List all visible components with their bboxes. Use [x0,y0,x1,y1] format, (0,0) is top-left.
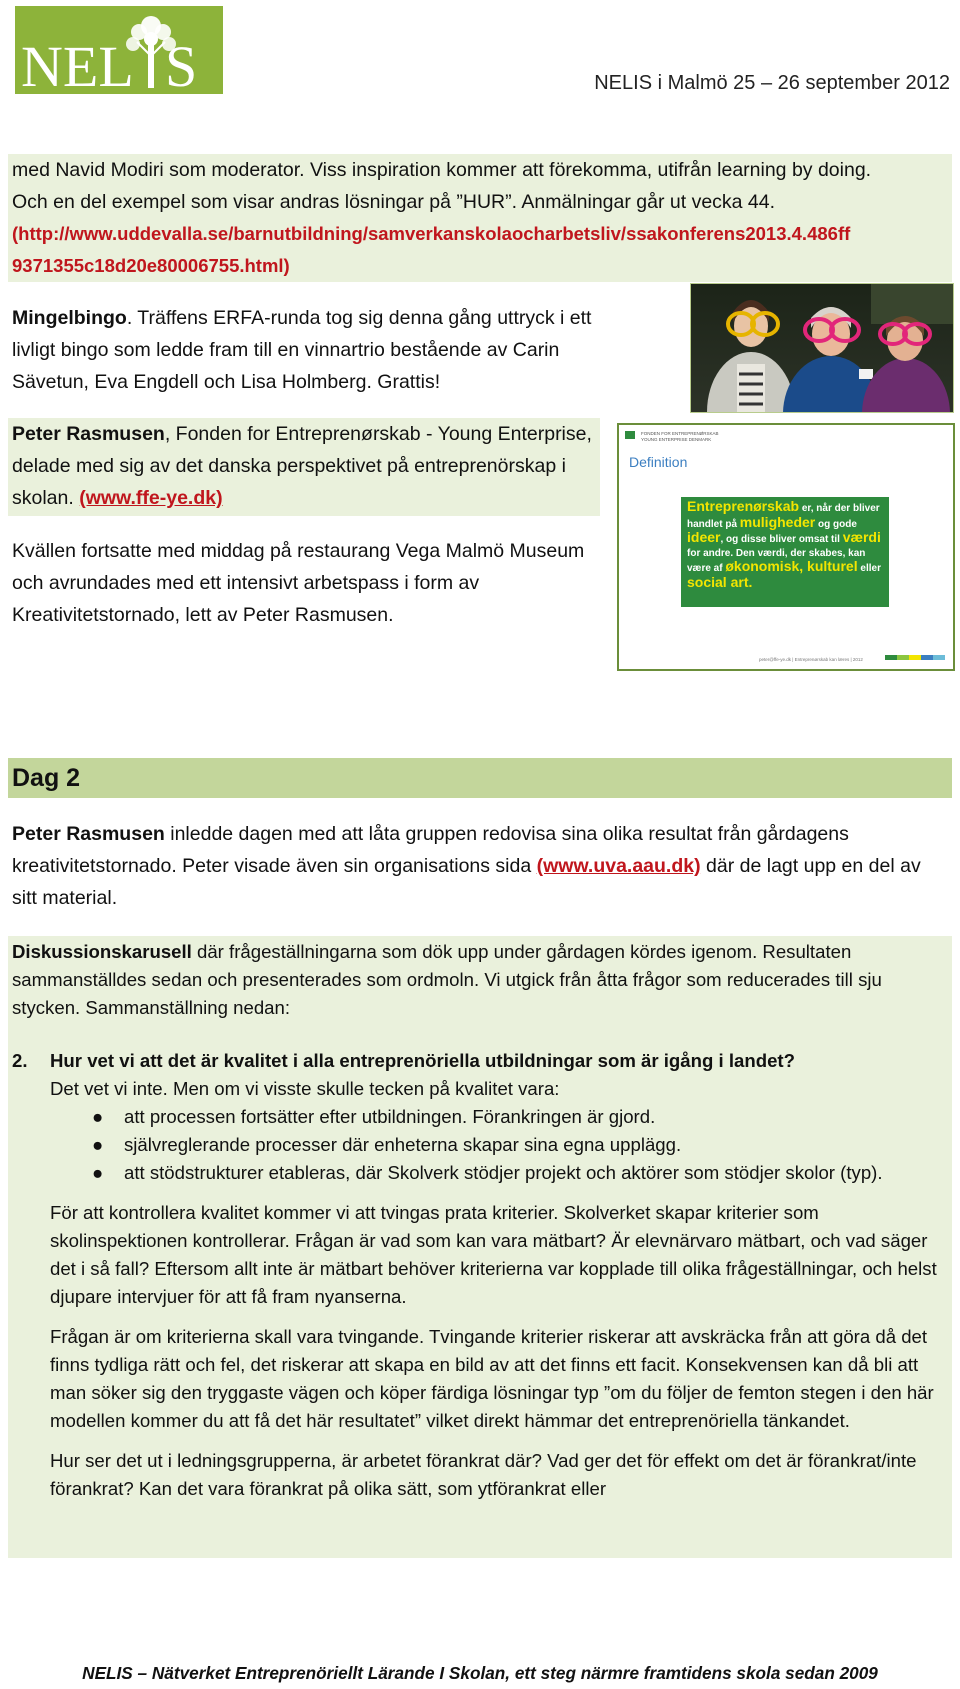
day2-text-cont: där de lagt upp en del av sitt material. [12,855,921,909]
list-item [50,1159,940,1187]
day2-text: inledde dagen med att låta gruppen redovisa sina olika resultat från gårdagens kreativitetstornado. Peter visade även sin organisations sida [12,823,849,877]
definition-slide: FONDEN FOR ENTREPRENØRSKAB YOUNG ENTERPRISE DENMARK Definition Entreprenørskab er, når der bliver handlet på muligheder og gode ideer, og disse bliver omsat til værdi for andre. Den værdi, der skabes, kan være af økonomisk, kulturel eller social art. peter@ffe-ye.dk | Entreprenørskab kan læres | 2012 [617,423,955,671]
mingelbingo-title: Mingelbingo [12,307,127,329]
slide-footer: peter@ffe-ye.dk | Entreprenørskab kan læres | 2012 [759,657,863,662]
speaker-name: Peter Rasmusen [12,423,165,445]
discussion-title: Diskussionskarusell [12,941,192,962]
speaker-name: Peter Rasmusen [12,823,165,845]
slide-org2: YOUNG ENTERPRISE DENMARK [641,437,712,442]
peter-rasmusen-paragraph [8,418,600,516]
event-info: NELIS i Malmö 25 – 26 september 2012 [594,72,950,94]
list-item-text: självreglerande processer där enheterna skapar sina egna upplägg. [124,1134,682,1155]
logo-text-left: NEL [21,34,134,94]
bullet-icon: ● [92,1162,104,1183]
intro-line: med Navid Modiri som moderator. Viss inspiration kommer att förekomma, utifrån learning by doing. [12,159,872,181]
question-intro: Det vet vi inte. Men om vi visste skulle tecken på kvalitet vara: [50,1078,560,1099]
discussion-paragraph [12,938,948,1022]
bullet-icon: ● [92,1106,104,1127]
winners-photo [690,283,954,413]
quality-sign-list [50,1103,940,1187]
kvallen-paragraph: Kvällen fortsatte med middag på restaurang Vega Malmö Museum och avrundades med ett intensivt arbetspass i form av Kreativitetstornado, lett av Peter Rasmusen. [12,540,585,626]
page-footer: NELIS – Nätverket Entreprenöriellt Lärande I Skolan, ett steg närmre framtidens skola sedan 2009 [82,1663,878,1683]
intro-line: Och en del exempel som visar andras lösningar på ”HUR”. Anmälningar går ut vecka 44. [12,191,776,213]
question-text: Hur vet vi att det är kvalitet i alla entreprenöriella utbildningar som är igång i landet? [50,1050,795,1071]
speaker-text: , Fonden for Entreprenørskab - Young Enterprise, delade med sig av det danska perspektivet på entreprenörskap i skolan. [12,423,592,509]
criteria-paragraph: För att kontrollera kvalitet kommer vi att tvingas prata kriterier. Skolverket skapar kriterier som skolinspektionen kontrollerar. Frågan är vad som kan vara mätbart? Är elevnärvaro mätbart, och vad säger det i så fall? Eftersom allt inte är mätbart behöver kriterierna var kopplade till olika frågeställningar, och helst djupare intervjuer för att få fram nyanserna. [50,1202,937,1307]
list-item-text: att stödstrukturer etableras, där Skolverk stödjer projekt och aktörer som stödjer skolor (typ). [124,1162,883,1183]
question-body [50,1075,940,1503]
management-paragraph: Hur ser det ut i ledningsgrupperna, är arbetet förankrat där? Vad ger det för effekt om det är förankrat/inte förankrat? Kan det vara förankrat på olika sätt, som ytförankrat eller [50,1450,917,1499]
mingelbingo-paragraph [8,302,628,398]
day-2-heading: Dag 2 [8,758,952,798]
uva-link[interactable]: (www.uva.aau.dk) [536,855,701,877]
bullet-icon: ● [92,1134,104,1155]
mandatory-criteria-paragraph: Frågan är om kriterierna skall vara tvingande. Tvingande kriterier riskerar att avskräcka från att göra då det finns tydliga rätt och fel, det riskerar att skapa en bild av att det finns ett facit. Konsekvensen kan då bli att man söker sig den tryggaste vägen och köper färdiga lösningar typ ”om du följer de femton stegen i den här modellen kommer du att få det här resultatet” vilket direkt hämmar det entreprenöriella tänkandet. [50,1326,934,1431]
slide-heading: Definition [629,454,688,470]
conference-link-cont[interactable]: 9371355c18d20e80006755.html) [12,255,290,276]
list-item [50,1103,940,1131]
nelis-logo [15,6,223,94]
conference-link[interactable]: (http://www.uddevalla.se/barnutbildning/samverkanskolaocharbetsliv/ssakonferens2013.4.486ff [12,223,851,244]
intro-block [8,154,952,282]
list-item-text: att processen fortsätter efter utbildningen. Förankringen är gjord. [124,1106,656,1127]
question-number: 2. [12,1050,28,1071]
slide-org: FONDEN FOR ENTREPRENØRSKAB [641,431,719,436]
discussion-text: där frågeställningarna som dök upp under gårdagen kördes igenom. Resultaten sammanställdes sedan och presenterades som ordmoln. Vi utgick från åtta frågor som reducerades till sju stycken. Sammanställning nedan: [12,941,882,1018]
ffe-link[interactable]: (www.ffe-ye.dk) [79,487,223,509]
logo-text-right: S [165,34,198,94]
list-item [50,1131,940,1159]
mingelbingo-text: . Träffens ERFA-runda tog sig denna gång uttryck i ett livligt bingo som ledde fram till en vinnartrio bestående av Carin Sävetun, Eva Engdell och Lisa Holmberg. Grattis! [12,307,592,393]
day2-intro-paragraph [8,818,952,914]
